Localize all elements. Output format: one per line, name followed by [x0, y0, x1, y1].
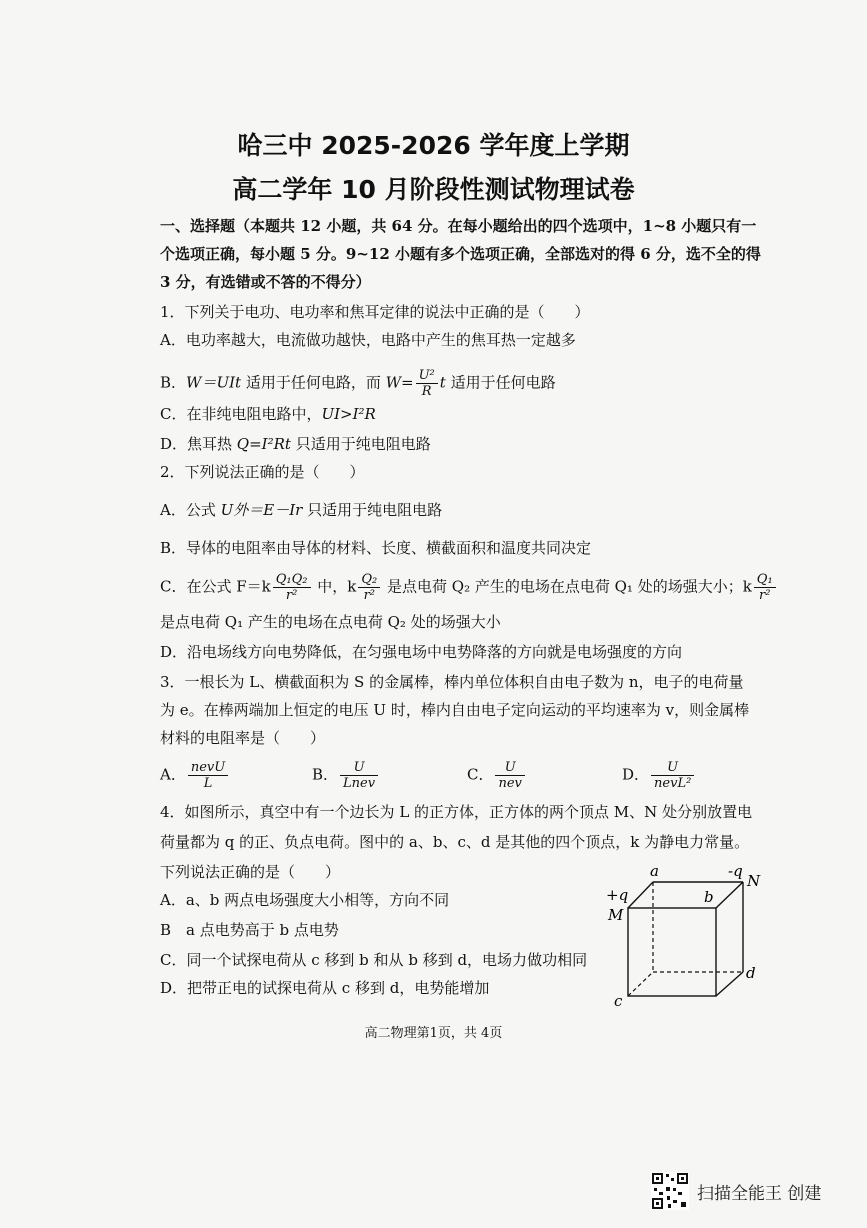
q3-d-num: U	[651, 760, 694, 776]
q4-option-a: A．a、b 两点电场强度大小相等，方向不同	[160, 891, 450, 909]
section-instructions-line1: 一、选择题（本题共 12 小题，共 64 分。在每小题给出的四个选项中，1~8 小题只有一	[160, 217, 757, 235]
q2-c-frac3-num: Q₁	[754, 572, 776, 588]
q2-c-fraction3	[754, 572, 776, 603]
section-instructions-line3: 3 分，有选错或不答的不得分）	[160, 273, 371, 291]
q2-a-formula: U外＝E－Ir	[220, 501, 303, 519]
q3-a-den: L	[203, 776, 213, 791]
q2-c-frac2-den: r²	[363, 588, 376, 603]
q2-c-frac1-num: Q₁Q₂	[273, 572, 311, 588]
q3-stem-line1: 3．一根长为 L、横截面积为 S 的金属棒，棒内单位体积自由电子数为 n，电子的电荷量	[160, 673, 744, 691]
q4-stem-line3: 下列说法正确的是（ ）	[160, 863, 341, 881]
q3-b-num: U	[340, 760, 378, 776]
exam-title-subject: 高二学年 10 月阶段性测试物理试卷	[232, 175, 635, 204]
q1-b-frac-num: U²	[416, 368, 438, 384]
q2-c-fraction2	[358, 572, 380, 603]
vertex-label-a: a	[650, 862, 659, 880]
q1-d-label: D．焦耳热	[160, 435, 237, 453]
q1-b-formula1: W＝UIt	[186, 373, 242, 392]
q2-option-b: B．导体的电阻率由导体的材料、长度、横截面积和温度共同决定	[160, 539, 592, 557]
q3-d-den: nevL²	[654, 776, 692, 791]
q3-option-c	[467, 760, 527, 791]
q4-stem-line1: 4．如图所示，真空中有一个边长为 L 的正方体，正方体的两个顶点 M、N 处分别放置电	[160, 803, 753, 821]
q1-option-d	[160, 434, 770, 454]
scanner-watermark	[651, 1170, 821, 1212]
q3-c-label: C．	[467, 765, 494, 784]
q2-a-label: A．公式	[160, 501, 221, 519]
q2-c-label: C．在公式 F＝k	[160, 577, 271, 596]
charge-label-minus-q: -q	[728, 862, 743, 880]
q3-c-num: U	[495, 760, 524, 776]
q1-b-t: t	[439, 373, 446, 392]
q3-b-fraction	[340, 760, 378, 791]
q3-stem-line2: 为 e。在棒两端加上恒定的电压 U 时，棒内自由电子定向运动的平均速率为 v，则金属棒	[160, 701, 750, 719]
page-footer: 高二物理第1页，共 4页	[364, 1026, 503, 1041]
q1-c-text: C．在非纯电阻电路中，	[160, 405, 322, 423]
q3-option-b	[312, 760, 380, 791]
qr-code-icon	[651, 1172, 689, 1210]
q2-option-c-line2: 是点电荷 Q₁ 产生的电场在点电荷 Q₂ 处的场强大小	[160, 613, 501, 631]
q3-c-den: nev	[498, 776, 522, 791]
vertex-label-d: d	[746, 964, 756, 982]
vertex-label-b: b	[704, 888, 714, 906]
q2-stem: 2．下列说法正确的是（ ）	[160, 463, 365, 481]
q3-option-a	[160, 760, 230, 791]
q1-b-frac-den: R	[421, 384, 432, 399]
q2-c-text1: 中，k	[312, 577, 357, 596]
q3-b-den: Lnev	[343, 776, 376, 791]
q1-option-b	[160, 368, 770, 399]
q1-b-text: 适用于任何电路，而	[241, 373, 386, 392]
q2-option-c	[160, 572, 773, 603]
q2-c-frac1-den: r²	[285, 588, 298, 603]
q1-stem: 1．下列关于电功、电功率和焦耳定律的说法中正确的是（ ）	[160, 303, 590, 321]
q1-d-formula: Q=I²Rt	[236, 435, 291, 453]
q3-stem-line3: 材料的电阻率是（ ）	[160, 729, 326, 747]
q3-d-label: D．	[622, 765, 650, 784]
cube-front-face	[628, 908, 716, 996]
q2-option-a	[160, 500, 770, 520]
q1-option-a: A．电功率越大，电流做功越快，电路中产生的焦耳热一定越多	[160, 331, 576, 349]
vertex-label-M: M	[608, 906, 624, 924]
cube-hidden-diagonal	[628, 972, 653, 996]
watermark-text: 扫描全能王 创建	[697, 1183, 822, 1204]
q3-b-label: B．	[312, 765, 339, 784]
q1-b-label: B．	[160, 373, 187, 392]
section-instructions-line2: 个选项正确，每小题 5 分。9~12 小题有多个选项正确，全部选对的得 6 分，选不全的得	[160, 245, 761, 263]
q3-option-d	[622, 760, 696, 791]
q2-a-text: 只适用于纯电阻电路	[302, 501, 443, 519]
q3-a-label: A．	[160, 765, 186, 784]
q4-option-c: C．同一个试探电荷从 c 移到 b 和从 b 移到 d，电场力做功相同	[160, 951, 588, 969]
q2-c-text2: 是点电荷 Q₂ 产生的电场在点电荷 Q₁ 处的场强大小；k	[382, 577, 752, 596]
q1-b-post: 适用于任何电路	[445, 373, 556, 392]
q3-c-fraction	[495, 760, 524, 791]
q2-c-frac3-den: r²	[759, 588, 771, 603]
q1-b-fraction	[416, 368, 438, 399]
cube-edge-front-d	[716, 972, 743, 996]
cube-edge-m-a	[628, 882, 653, 908]
q3-a-fraction	[188, 760, 228, 791]
q3-d-fraction	[651, 760, 694, 791]
vertex-label-N: N	[747, 872, 761, 890]
q4-option-b: B a 点电势高于 b 点电势	[160, 921, 339, 939]
q3-a-num: nevU	[188, 760, 228, 776]
q1-c-formula: UI>I²R	[321, 405, 376, 423]
q1-option-c	[160, 404, 770, 424]
cube-figure	[598, 860, 768, 1010]
exam-title-school: 哈三中 2025-2026 学年度上学期	[237, 131, 630, 160]
q2-option-d: D．沿电场线方向电势降低，在匀强电场中电势降落的方向就是电场强度的方向	[160, 643, 683, 661]
q4-stem-line2: 荷量都为 q 的正、负点电荷。图中的 a、b、c、d 是其他的四个顶点，k 为静电力常量。	[160, 833, 750, 851]
q2-c-frac2-num: Q₂	[358, 572, 380, 588]
cube-edge-b-n	[716, 882, 743, 908]
vertex-label-c: c	[614, 992, 623, 1010]
q4-option-d: D．把带正电的试探电荷从 c 移到 d，电势能增加	[160, 979, 490, 997]
charge-label-plus-q: +q	[606, 886, 629, 904]
q1-b-formula2: W=	[385, 373, 414, 392]
q1-d-text: 只适用于纯电阻电路	[290, 435, 431, 453]
q2-c-fraction1	[273, 572, 311, 603]
